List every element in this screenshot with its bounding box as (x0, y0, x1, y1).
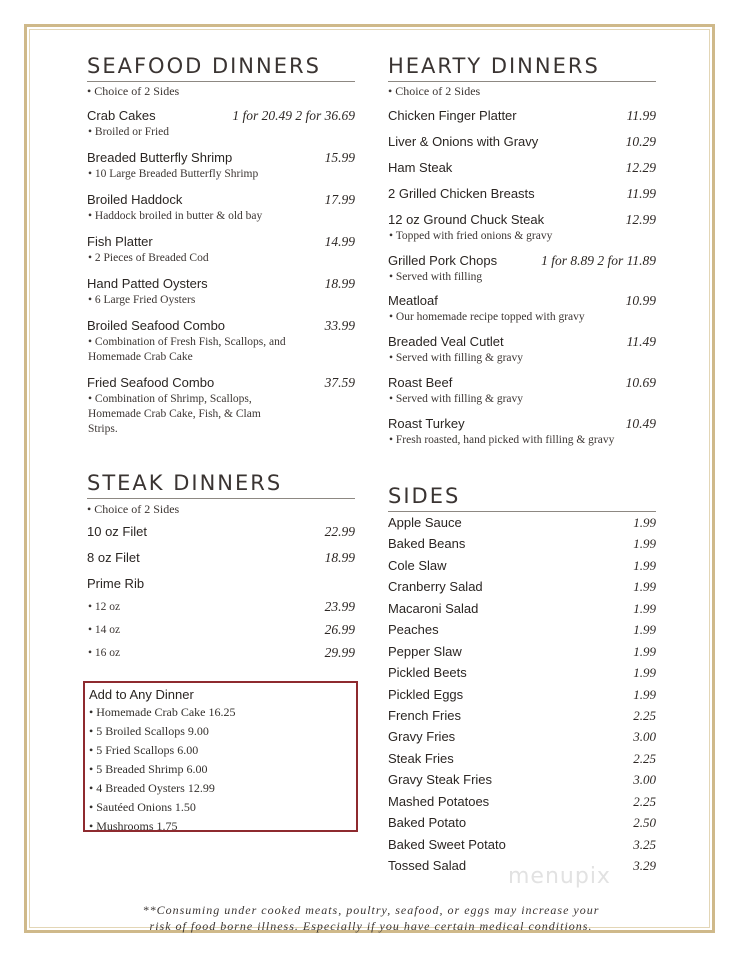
prime-rib-price: 26.99 (324, 622, 355, 637)
item-description: • Served with filling & gravy (389, 393, 524, 405)
item-description: • Haddock broiled in butter & old bay (88, 210, 263, 222)
item-price: 37.59 (324, 375, 355, 390)
menu-item (87, 549, 355, 567)
item-name: Fried Seafood Combo (87, 375, 215, 390)
seafood-section (87, 53, 355, 437)
side-price: 2.25 (633, 707, 656, 723)
side-price: 1.99 (633, 665, 656, 681)
side-item (388, 769, 656, 790)
side-item (388, 791, 656, 812)
menu-item (87, 523, 355, 541)
side-item (388, 598, 656, 619)
item-price: 18.99 (324, 276, 355, 291)
item-price: 15.99 (324, 150, 355, 165)
side-item (388, 555, 656, 576)
side-price: 3.00 (633, 772, 656, 788)
item-name: Meatloaf (388, 293, 438, 308)
menu-item (388, 292, 656, 325)
side-name: Peaches (388, 622, 439, 638)
menu-item (388, 107, 656, 125)
item-name: Grilled Pork Chops (388, 253, 498, 268)
item-price: 14.99 (324, 234, 355, 249)
addon-line: • Sautéed Onions 1.50 (89, 800, 196, 814)
disclaimer-line-2: risk of food borne illness. Especially if you have certain medical conditions. (149, 919, 593, 933)
item-price: 12.29 (625, 160, 656, 175)
side-price: 1.99 (633, 622, 656, 638)
item-description: • Combination of Shrimp, Scallops, (88, 393, 252, 405)
addons-list (89, 703, 356, 836)
steak-section (87, 470, 355, 662)
menu-item (388, 415, 656, 448)
side-name: Baked Beans (388, 536, 466, 552)
item-price: 11.49 (626, 334, 656, 349)
side-price: 2.50 (633, 815, 656, 831)
item-price: 1 for 8.89 2 for 11.89 (541, 253, 656, 268)
item-price: 17.99 (324, 192, 355, 207)
hearty-list (388, 107, 656, 448)
hearty-note: • Choice of 2 Sides (388, 84, 481, 98)
item-price: 12.99 (625, 212, 656, 227)
side-price: 1.99 (633, 515, 656, 530)
side-item (388, 748, 656, 769)
item-price: 10.99 (625, 293, 656, 308)
menu-item (388, 252, 656, 285)
menu-item (388, 159, 656, 177)
item-name: Broiled Seafood Combo (87, 318, 226, 333)
item-description: • 10 Large Breaded Butterfly Shrimp (88, 168, 259, 180)
sides-list (388, 512, 656, 876)
addons-title: Add to Any Dinner (89, 687, 194, 702)
prime-rib-size-label: • 12 oz (88, 601, 121, 613)
menu-item (87, 374, 355, 437)
item-name: Fish Platter (87, 234, 153, 249)
item-name: Ham Steak (388, 160, 453, 175)
addon-line: • Homemade Crab Cake 16.25 (89, 705, 236, 719)
item-name: 12 oz Ground Chuck Steak (388, 212, 545, 227)
item-description: • Our homemade recipe topped with gravy (389, 311, 585, 323)
hearty-title: HEARTY DINNERS (388, 54, 600, 78)
item-price: 10.49 (625, 416, 656, 431)
item-price: 18.99 (324, 550, 355, 565)
sides-section (388, 483, 656, 876)
side-item (388, 576, 656, 597)
steak-title: STEAK DINNERS (87, 471, 283, 495)
addon-line: • Mushrooms 1.75 (89, 819, 178, 833)
divider (388, 81, 656, 82)
side-name: Apple Sauce (388, 515, 462, 530)
side-name: Pepper Slaw (388, 643, 462, 659)
item-description: • Served with filling (389, 271, 483, 283)
addon-line: • 5 Breaded Shrimp 6.00 (89, 762, 208, 776)
side-item (388, 641, 656, 662)
menu-item (388, 374, 656, 407)
item-price: 10.29 (625, 134, 656, 149)
side-name: Cole Slaw (388, 557, 447, 573)
item-description: • Broiled or Fried (88, 126, 169, 138)
item-name: Liver & Onions with Gravy (388, 134, 539, 149)
item-name: 8 oz Filet (87, 550, 140, 565)
side-price: 2.25 (633, 750, 656, 766)
side-price: 3.25 (633, 836, 656, 852)
side-name: Baked Sweet Potato (388, 836, 506, 852)
food-safety-disclaimer (80, 902, 662, 934)
menu-item (87, 149, 355, 182)
item-name: Breaded Veal Cutlet (388, 334, 504, 349)
item-description: • Served with filling & gravy (389, 352, 524, 364)
item-price: 22.99 (324, 524, 355, 539)
side-name: Tossed Salad (388, 858, 467, 873)
menu-item (87, 575, 355, 593)
side-price: 3.00 (633, 729, 656, 745)
item-description: Homemade Crab Cake, Fish, & Clam (88, 408, 261, 420)
side-price: 1.99 (633, 686, 656, 702)
divider (87, 498, 355, 499)
menupix-watermark: menupix (508, 864, 611, 889)
seafood-list (87, 107, 355, 437)
item-name: Breaded Butterfly Shrimp (87, 150, 233, 165)
side-price: 1.99 (633, 557, 656, 573)
prime-rib-size (87, 644, 355, 662)
item-price: 11.99 (626, 186, 656, 201)
side-name: Macaroni Salad (388, 600, 479, 616)
side-name: Cranberry Salad (388, 579, 483, 595)
prime-rib-size-label: • 16 oz (88, 647, 121, 659)
steak-list (87, 523, 355, 662)
menu-item (388, 133, 656, 151)
menu-item (87, 317, 355, 365)
menu-item (87, 191, 355, 224)
addon-line: • 4 Breaded Oysters 12.99 (89, 781, 215, 795)
item-description: • Fresh roasted, hand picked with filling & gravy (389, 434, 615, 446)
item-price: 1 for 20.49 2 for 36.69 (232, 108, 355, 123)
hearty-section (388, 53, 656, 448)
side-item (388, 533, 656, 554)
side-price: 3.29 (633, 858, 656, 873)
item-description: Homemade Crab Cake (88, 351, 193, 363)
side-name: French Fries (388, 707, 461, 723)
item-price: 10.69 (625, 375, 656, 390)
side-price: 1.99 (633, 643, 656, 659)
side-name: Steak Fries (388, 750, 454, 766)
item-description: • Topped with fried onions & gravy (389, 230, 553, 242)
prime-rib-size (87, 621, 355, 639)
divider (87, 81, 355, 82)
seafood-title: SEAFOOD DINNERS (87, 54, 321, 78)
prime-rib-size (87, 598, 355, 616)
item-price: 11.99 (626, 108, 656, 123)
disclaimer-line-1: **Consuming under cooked meats, poultry, seafood, or eggs may increase your (142, 903, 600, 917)
item-name: Prime Rib (87, 576, 145, 591)
item-name: Crab Cakes (87, 108, 156, 123)
prime-rib-price: 23.99 (324, 599, 355, 614)
item-name: Chicken Finger Platter (388, 108, 517, 123)
item-name: Hand Patted Oysters (87, 276, 208, 291)
item-name: Roast Turkey (388, 416, 465, 431)
menu-item (388, 333, 656, 366)
item-name: Broiled Haddock (87, 192, 183, 207)
item-description: • 6 Large Fried Oysters (88, 294, 196, 306)
item-description: • Combination of Fresh Fish, Scallops, and (88, 336, 286, 348)
side-item (388, 726, 656, 747)
side-item (388, 684, 656, 705)
side-name: Pickled Eggs (388, 686, 464, 702)
side-name: Baked Potato (388, 815, 467, 831)
addon-line: • 5 Broiled Scallops 9.00 (89, 724, 209, 738)
prime-rib-price: 29.99 (324, 645, 355, 660)
item-name: Roast Beef (388, 375, 453, 390)
menu-item (87, 275, 355, 308)
side-price: 2.25 (633, 793, 656, 809)
side-name: Mashed Potatoes (388, 793, 490, 809)
side-item (388, 512, 656, 533)
side-price: 1.99 (633, 579, 656, 595)
prime-rib-size-label: • 14 oz (88, 624, 121, 636)
menu-item (87, 107, 355, 140)
add-to-dinner-box (83, 681, 358, 832)
side-name: Gravy Steak Fries (388, 772, 493, 788)
side-name: Gravy Fries (388, 729, 456, 745)
side-item (388, 705, 656, 726)
side-name: Pickled Beets (388, 665, 467, 681)
side-item (388, 662, 656, 683)
side-item (388, 834, 656, 855)
sides-title: SIDES (388, 484, 461, 508)
seafood-note: • Choice of 2 Sides (87, 84, 180, 98)
menu-item (87, 233, 355, 266)
side-item (388, 619, 656, 640)
item-description: • 2 Pieces of Breaded Cod (88, 252, 209, 264)
steak-note: • Choice of 2 Sides (87, 502, 180, 516)
item-name: 10 oz Filet (87, 524, 147, 539)
menu-item (388, 211, 656, 244)
side-price: 1.99 (633, 536, 656, 552)
side-item (388, 812, 656, 833)
item-price: 33.99 (324, 318, 355, 333)
item-name: 2 Grilled Chicken Breasts (388, 186, 535, 201)
item-description: Strips. (88, 423, 118, 435)
addon-line: • 5 Fried Scallops 6.00 (89, 743, 199, 757)
side-price: 1.99 (633, 600, 656, 616)
menu-item (388, 185, 656, 203)
